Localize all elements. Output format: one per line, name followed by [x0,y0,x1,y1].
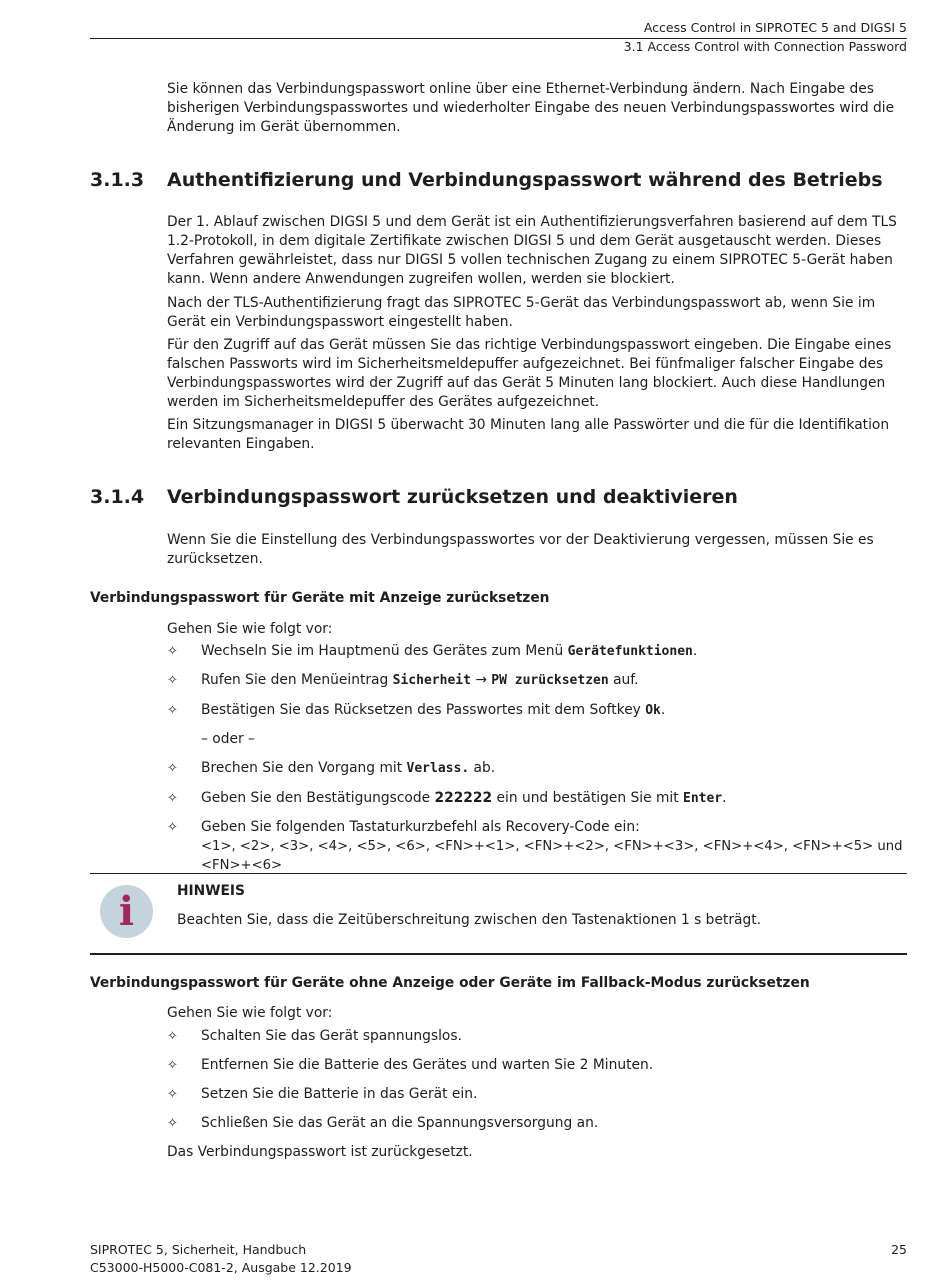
procedure-lead: Gehen Sie wie folgt vor: [167,621,333,637]
note-bottom-rule [90,953,907,955]
bullet-icon: ✧ [167,703,178,718]
paragraph: Ein Sitzungsmanager in DIGSI 5 überwacht 30 Minuten lang alle Passwörter und die für die Identifikation relevanten Eingaben. [167,417,890,452]
bullet-icon: ✧ [167,1029,178,1044]
bullet-icon: ✧ [167,644,178,659]
bullet-icon: ✧ [167,673,178,688]
footer-docnumber: C53000-H5000-C081-2, Ausgabe 12.2019 [90,1260,352,1275]
section-number-3-1-4: 3.1.4 [90,486,145,508]
footer-title: SIPROTEC 5, Sicherheit, Handbuch [90,1242,307,1257]
subsection-heading-with-display: Verbindungspasswort für Geräte mit Anzeige zurücksetzen [90,590,550,606]
intro-paragraph: Sie können das Verbindungspasswort online über eine Ethernet-Verbindung ändern. Nach Eingabe des bisherigen Verbindungspasswortes und wiederholter Eingabe des neuen Verbindungspasswortes wird die Änderung im Gerät übernommen. [167,81,895,135]
section-title-3-1-3: Authentifizierung und Verbindungspasswort während des Betriebs [167,169,883,191]
paragraph: Nach der TLS-Authentifizierung fragt das SIPROTEC 5-Gerät das Verbindungspasswort ab, wenn Sie im Gerät ein Verbindungspasswort eingestellt haben. [167,295,876,330]
procedure-lead: Gehen Sie wie folgt vor: [167,1005,333,1021]
paragraph: Für den Zugriff auf das Gerät müssen Sie das richtige Verbindungspasswort eingeben. Die Eingabe eines falschen Passworts wird im Sicherheitsmeldepuffer aufgezeichnet. Bei fünfmaliger falscher Eingabe des Verbindungspasswortes wird der Zugriff auf das Gerät 5 Minuten lang blockiert. Auch diese Handlungen werden im Sicherheitsmeldepuffer des Gerätes aufgezeichnet. [167,337,892,410]
note-top-rule [90,873,907,874]
bullet-icon: ✧ [167,761,178,776]
page-number: 25 [891,1242,907,1257]
running-header-section: 3.1 Access Control with Connection Password [623,39,907,54]
running-header-chapter: Access Control in SIPROTEC 5 and DIGSI 5 [643,20,907,35]
subsection-heading-without-display: Verbindungspasswort für Geräte ohne Anzeige oder Geräte im Fallback-Modus zurücksetzen [90,975,810,991]
bullet-icon: ✧ [167,791,178,806]
bullet-icon: ✧ [167,1058,178,1073]
note-text: Beachten Sie, dass die Zeitüberschreitung zwischen den Tastenaktionen 1 s beträgt. [177,912,762,928]
section-number-3-1-3: 3.1.3 [90,169,145,191]
procedure-result: Das Verbindungspasswort ist zurückgesetzt. [167,1144,473,1160]
paragraph: Wenn Sie die Einstellung des Verbindungspasswortes vor der Deaktivierung vergessen, müssen Sie es zurücksetzen. [167,532,874,567]
section-title-3-1-4: Verbindungspasswort zurücksetzen und deaktivieren [167,486,738,508]
bullet-icon: ✧ [167,820,178,835]
note-title: HINWEIS [177,883,245,899]
info-icon: i [100,885,153,938]
paragraph: Der 1. Ablauf zwischen DIGSI 5 und dem Gerät ist ein Authentifizierungsverfahren basierend auf dem TLS 1.2-Protokoll, in dem digitale Zertifikate zwischen DIGSI 5 und dem Gerät ausgetauscht werden. Dieses Verfahren gewährleistet, dass nur DIGSI 5 vollen technischen Zugang zu einem SIPROTEC 5-Gerät haben kann. Wenn andere Anwendungen zugreifen wollen, werden sie blockiert. [167,214,897,287]
bullet-icon: ✧ [167,1087,178,1102]
bullet-icon: ✧ [167,1116,178,1131]
